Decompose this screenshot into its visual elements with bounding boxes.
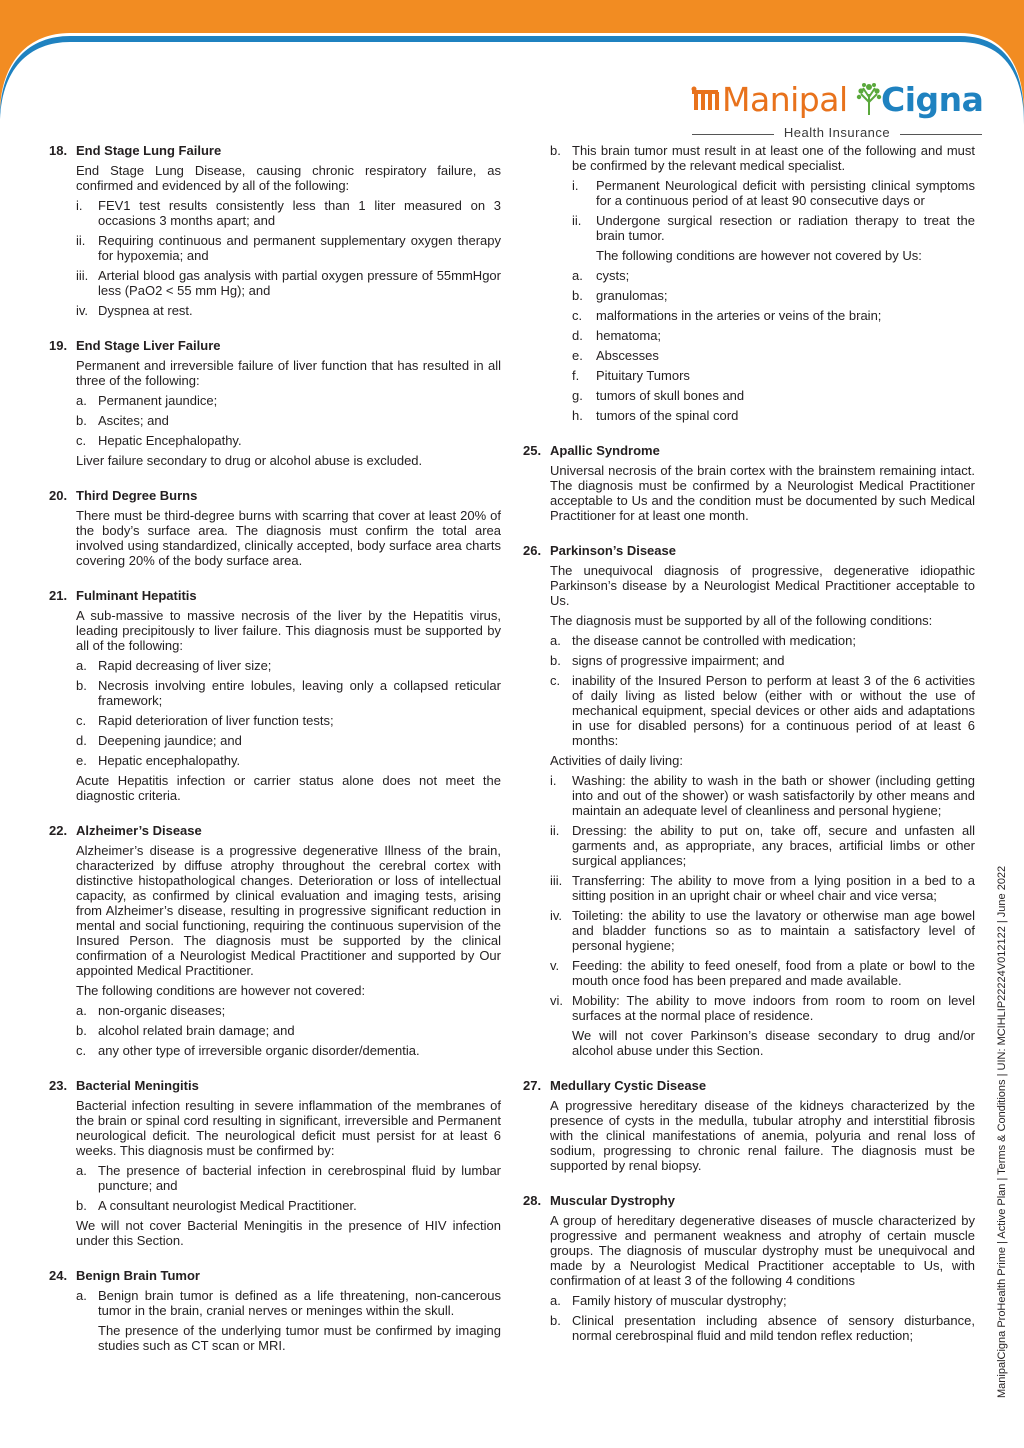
- section-title: Alzheimer’s Disease: [76, 823, 202, 838]
- adl-item: i. Washing: the ability to wash in the bath or shower (including getting into and out of the shower) or wash satisfactorily by other means and maintain an adequate level of cleanliness and personal hygiene;: [550, 773, 975, 818]
- list-item: d. Deepening jaundice; and: [76, 733, 242, 748]
- section-number: 27.: [523, 1078, 542, 1093]
- section-title: Medullary Cystic Disease: [550, 1078, 707, 1093]
- exclusion-item: f. Pituitary Tumors: [572, 368, 690, 383]
- tree-icon: [856, 82, 882, 116]
- sub-list-item: i. Permanent Neurological deficit with persisting clinical symptoms for a continuous period of at least 90 consecutive days or: [572, 178, 975, 208]
- section-27: [523, 1078, 975, 1173]
- exclusion-item: h. tumors of the spinal cord: [572, 408, 739, 423]
- list-item: b. Clinical presentation including absence of sensory disturbance, normal cerebrospinal fluid and mild tendon reflex reduction;: [550, 1313, 975, 1343]
- exclusion-intro: The following conditions are however not covered by Us:: [596, 248, 922, 263]
- list-item: b. Ascites; and: [76, 413, 169, 428]
- section-number: 26.: [523, 543, 542, 558]
- section-intro: A sub-massive to massive necrosis of the liver by the Hepatitis virus, leading precipitously to liver failure. This diagnosis must be supported by all of the following:: [76, 608, 501, 653]
- section-title: Fulminant Hepatitis: [76, 588, 197, 603]
- list-item: c. inability of the Insured Person to perform at least 3 of the 6 activities of daily living as listed below (either with or without the use of mechanical equipment, special devices or other aids and adaptations in use for disabled persons) for a continuous period of at least 6 months:: [550, 673, 975, 748]
- section-25: [523, 443, 975, 523]
- logo-subtitle: Health Insurance: [690, 125, 984, 140]
- section-21: [49, 588, 501, 803]
- list-item: a. the disease cannot be controlled with medication;: [550, 633, 857, 648]
- exclusion-item: g. tumors of skull bones and: [572, 388, 745, 403]
- right-column: [523, 143, 975, 1363]
- logo-cigna-text: Cigna: [881, 80, 984, 119]
- list-item: a. The presence of bacterial infection in cerebrospinal fluid by lumbar puncture; and: [76, 1163, 501, 1193]
- section-number: 24.: [49, 1268, 68, 1283]
- list-item: b. A consultant neurologist Medical Practitioner.: [76, 1198, 357, 1213]
- list-item: iii. Arterial blood gas analysis with partial oxygen pressure of 55mmHgor less (PaO2 < 55 mm Hg); and: [76, 268, 501, 298]
- section-title: Apallic Syndrome: [550, 443, 660, 458]
- list-item: c. any other type of irreversible organic disorder/dementia.: [76, 1043, 420, 1058]
- section-23: [49, 1078, 501, 1248]
- section-title: End Stage Lung Failure: [76, 143, 222, 158]
- side-footer-text: ManipalCigna ProHealth Prime | Active Plan | Terms & Conditions | UIN: MCIHLIP22224V012122 | June 2022: [996, 865, 1008, 1398]
- list-item: a. non-organic diseases;: [76, 1003, 226, 1018]
- section-note: We will not cover Parkinson’s disease secondary to drug and/or alcohol abuse under this Section.: [572, 1028, 975, 1058]
- section-intro: Alzheimer’s disease is a progressive degenerative Illness of the brain, characterized by diffuse atrophy throughout the cerebral cortex with distinctive histopathological changes. Deterioration or loss of intellectual capacity, as confirmed by clinical evaluation and imaging tests, arising from Alzheimer’s disease, resulting in progressive significant reduction in mental and social functioning, requiring the continuous supervision of the Insured Person. The diagnosis must be supported by the clinical confirmation of a Neurologist Medical Practitioner and supported by Our appointed Medical Practitioner.: [76, 843, 501, 978]
- section-20: [49, 488, 501, 568]
- section-number: 18.: [49, 143, 68, 158]
- section-title: Bacterial Meningitis: [76, 1078, 199, 1093]
- section-title: Parkinson’s Disease: [550, 543, 676, 558]
- list-item-continuation: The presence of the underlying tumor must be confirmed by imaging studies such as CT scan or MRI.: [98, 1323, 501, 1353]
- section-number: 20.: [49, 488, 68, 503]
- section-intro: End Stage Lung Disease, causing chronic respiratory failure, as confirmed and evidenced by all of the following:: [76, 163, 501, 193]
- list-item: i. FEV1 test results consistently less than 1 liter measured on 3 occasions 3 months apart; and: [76, 198, 501, 228]
- section-title: Muscular Dystrophy: [550, 1193, 675, 1208]
- section-26: [523, 543, 975, 1058]
- section-24-continued: [523, 143, 975, 423]
- exclusion-item: b. granulomas;: [572, 288, 668, 303]
- section-number: 25.: [523, 443, 542, 458]
- adl-item: ii. Dressing: the ability to put on, take off, secure and unfasten all garments and, as appropriate, any braces, artificial limbs or other surgical appliances;: [550, 823, 975, 868]
- adl-item: vi. Mobility: The ability to move indoors from room to room on level surfaces at the normal place of residence.: [550, 993, 975, 1023]
- list-item: iv. Dyspnea at rest.: [76, 303, 193, 318]
- section-note: Liver failure secondary to drug or alcohol abuse is excluded.: [76, 453, 423, 468]
- section-intro: There must be third-degree burns with scarring that cover at least 20% of the body’s surface area. The diagnosis must confirm the total area involved using standardized, clinically accepted, body surface area charts covering 20% of the body surface area.: [76, 508, 501, 568]
- section-intro-2: The following conditions are however not covered:: [76, 983, 366, 998]
- adl-item: iii. Transferring: The ability to move from a lying position in a bed to a sitting position in an upright chair or wheel chair and vice versa;: [550, 873, 975, 903]
- list-item: b. This brain tumor must result in at least one of the following and must be confirmed by the relevant medical specialist.: [550, 143, 975, 173]
- section-intro: The unequivocal diagnosis of progressive, degenerative idiopathic Parkinson’s disease by a Neurologist Medical Practitioner acceptable to Us.: [550, 563, 975, 608]
- section-number: 21.: [49, 588, 68, 603]
- section-18: [49, 143, 501, 318]
- list-item: b. signs of progressive impairment; and: [550, 653, 785, 668]
- list-item: a. Benign brain tumor is defined as a life threatening, non-cancerous tumor in the brain, cranial nerves or meninges within the skull.: [76, 1288, 501, 1318]
- list-item: b. Necrosis involving entire lobules, leaving only a collapsed reticular framework;: [76, 678, 501, 708]
- section-intro: Permanent and irreversible failure of liver function that has resulted in all three of the following:: [76, 358, 501, 388]
- section-note: We will not cover Bacterial Meningitis in the presence of HIV infection under this Section.: [76, 1218, 501, 1248]
- list-item: c. Hepatic Encephalopathy.: [76, 433, 242, 448]
- manipal-m-icon: [690, 86, 720, 112]
- exclusion-item: e. Abscesses: [572, 348, 659, 363]
- exclusion-item: c. malformations in the arteries or veins of the brain;: [572, 308, 882, 323]
- list-item: e. Hepatic encephalopathy.: [76, 753, 241, 768]
- section-title: Benign Brain Tumor: [76, 1268, 200, 1283]
- exclusion-item: d. hematoma;: [572, 328, 662, 343]
- section-19: [49, 338, 501, 468]
- section-note: Acute Hepatitis infection or carrier status alone does not meet the diagnostic criteria.: [76, 773, 501, 803]
- section-title: End Stage Liver Failure: [76, 338, 221, 353]
- manipal-cigna-logo: [690, 78, 990, 144]
- section-24: [49, 1268, 501, 1353]
- section-title: Third Degree Burns: [76, 488, 198, 503]
- left-column: [49, 143, 501, 1373]
- exclusion-item: a. cysts;: [572, 268, 630, 283]
- section-28: [523, 1193, 975, 1343]
- list-item: a. Permanent jaundice;: [76, 393, 218, 408]
- sub-list-item: ii. Undergone surgical resection or radiation therapy to treat the brain tumor.: [572, 213, 975, 243]
- section-number: 22.: [49, 823, 68, 838]
- section-intro: A progressive hereditary disease of the kidneys characterized by the presence of cysts in the medulla, tubular atrophy and interstitial fibrosis with the clinical manifestations of anemia, polyuria and renal loss of sodium, progressing to chronic renal failure. The diagnosis must be supported by renal biopsy.: [550, 1098, 975, 1173]
- section-intro: Universal necrosis of the brain cortex with the brainstem remaining intact. The diagnosis must be confirmed by a Neurologist Medical Practitioner acceptable to Us and the condition must be documented by such Medical Practitioner for at least one month.: [550, 463, 975, 523]
- section-number: 28.: [523, 1193, 542, 1208]
- list-item: ii. Requiring continuous and permanent supplementary oxygen therapy for hypoxemia; and: [76, 233, 501, 263]
- list-item: c. Rapid deterioration of liver function tests;: [76, 713, 334, 728]
- list-item: b. alcohol related brain damage; and: [76, 1023, 295, 1038]
- adl-item: iv. Toileting: the ability to use the lavatory or otherwise man age bowel and bladder functions so as to maintain a satisfactory level of personal hygiene;: [550, 908, 975, 953]
- adl-title: Activities of daily living:: [550, 753, 683, 768]
- section-number: 23.: [49, 1078, 68, 1093]
- section-intro-2: The diagnosis must be supported by all of the following conditions:: [550, 613, 933, 628]
- list-item: a. Rapid decreasing of liver size;: [76, 658, 272, 673]
- section-number: 19.: [49, 338, 68, 353]
- section-intro: A group of hereditary degenerative diseases of muscle characterized by progressive and permanent weakness and atrophy of certain muscle groups. The diagnosis of muscular dystrophy must be unequivocal and made by a Neurologist Medical Practitioner acceptable to Us, with confirmation of at least 3 of the following 4 conditions: [550, 1213, 975, 1288]
- section-22: [49, 823, 501, 1058]
- section-intro: Bacterial infection resulting in severe inflammation of the membranes of the brain or spinal cord resulting in significant, irreversible and Permanent neurological deficit. The neurological deficit must persist for at least 6 weeks. This diagnosis must be confirmed by:: [76, 1098, 501, 1158]
- list-item: a. Family history of muscular dystrophy;: [550, 1293, 787, 1308]
- adl-item: v. Feeding: the ability to feed oneself, food from a plate or bowl to the mouth once food has been prepared and made available.: [550, 958, 975, 988]
- logo-manipal-text: Manipal: [722, 80, 848, 119]
